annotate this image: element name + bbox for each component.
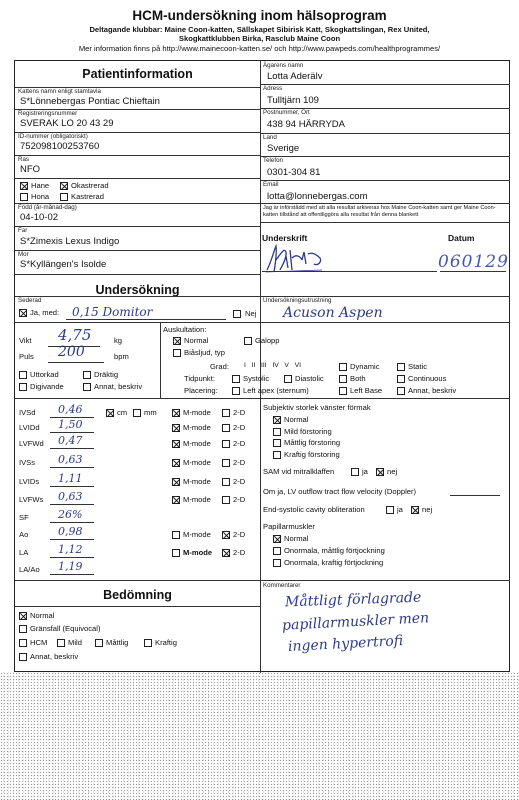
- date-label: Datum: [448, 233, 475, 243]
- twod-label: 2-D: [233, 439, 246, 448]
- papillary-label: Papillarmuskler: [263, 522, 315, 531]
- comment-line-1[interactable]: Måttligt förlagrade: [284, 589, 422, 611]
- measurement-label: LVFWd: [19, 439, 44, 448]
- pap-severe-checkbox[interactable]: [273, 559, 281, 567]
- mmode-checkbox[interactable]: [172, 531, 180, 539]
- static-checkbox[interactable]: [397, 363, 405, 371]
- measurement-value[interactable]: 1,11: [58, 472, 83, 485]
- pap-normal-checkbox[interactable]: [273, 535, 281, 543]
- measurement-underline: [50, 557, 94, 558]
- measurement-value[interactable]: 1,19: [58, 560, 83, 573]
- twod-checkbox[interactable]: [222, 496, 230, 504]
- sedation-yes-label: Ja, med:: [30, 308, 60, 317]
- unit-cm-label: cm: [117, 408, 128, 417]
- phone-label: Telefon: [263, 157, 283, 164]
- la-mild-checkbox[interactable]: [273, 428, 281, 436]
- pregnant-checkbox[interactable]: [83, 371, 91, 379]
- verdict-normal-label: Normal: [30, 611, 55, 620]
- obliteration-label: End-systolic cavity obliteration: [263, 505, 365, 514]
- measurement-label: LA/Ao: [19, 565, 40, 574]
- sex-male-checkbox[interactable]: [20, 182, 28, 190]
- info-line: Mer information finns på http://www.mainecoon-katten.se/ och http://www.pawpeds.com/healthprogrammes/: [78, 44, 441, 53]
- sedation-yes-checkbox[interactable]: [19, 309, 27, 317]
- sedation-label: Sederad: [18, 297, 42, 304]
- measurement-underline: [50, 574, 94, 575]
- twod-label: 2-D: [233, 495, 246, 504]
- mmode-label: M-mode: [183, 458, 211, 467]
- twod-checkbox[interactable]: [222, 459, 230, 467]
- owner-field[interactable]: Lotta Aderälv: [267, 71, 323, 82]
- unneutered-label: Okastrerad: [71, 181, 109, 190]
- measurement-value[interactable]: 0,63: [58, 490, 83, 503]
- weight-label: Vikt: [19, 336, 32, 345]
- twod-checkbox[interactable]: [222, 549, 230, 557]
- both-label: Both: [350, 374, 366, 383]
- grade-options[interactable]: I II III IV V VI: [244, 362, 302, 369]
- twod-label: 2-D: [233, 477, 246, 486]
- measurement-label: LVIDs: [19, 477, 40, 486]
- left-apex-label: Left apex (sternum): [243, 386, 309, 395]
- verdict-severe-label: Kraftig: [155, 638, 177, 647]
- breed-label: Ras: [18, 156, 30, 163]
- pap-severe-label: Onormala, kraftig förtjockning: [284, 558, 384, 567]
- murmur-checkbox[interactable]: [173, 349, 181, 357]
- mmode-checkbox[interactable]: [172, 478, 180, 486]
- unit-mm-checkbox[interactable]: [133, 409, 141, 417]
- breed-field[interactable]: NFO: [20, 164, 41, 175]
- mmode-label: M-mode: [183, 408, 211, 417]
- mmode-label: M-mode: [183, 495, 211, 504]
- comments-label: Kommentarer: [263, 582, 301, 589]
- sam-yes-label: ja: [362, 467, 368, 476]
- pap-moderate-label: Onormala, måttlig förtjockning: [284, 546, 385, 555]
- nursing-checkbox[interactable]: [19, 383, 27, 391]
- verdict-hcm-checkbox[interactable]: [19, 639, 27, 647]
- gallop-checkbox[interactable]: [244, 337, 252, 345]
- unneutered-checkbox[interactable]: [60, 182, 68, 190]
- measurement-label: LA: [19, 548, 29, 557]
- postal-label: Postnummer, Ort: [263, 109, 310, 116]
- systolic-label: Systolic: [243, 374, 270, 383]
- mmode-checkbox[interactable]: [172, 440, 180, 448]
- birth-label: Född (år-månad-dag): [18, 204, 77, 211]
- neutered-checkbox[interactable]: [60, 193, 68, 201]
- sam-label: SAM vid mitralklaffen: [263, 467, 335, 476]
- auscultation-label: Auskultation:: [163, 325, 207, 334]
- mmode-checkbox[interactable]: [172, 549, 180, 557]
- sam-yes-checkbox[interactable]: [351, 468, 359, 476]
- reg-label: Registreringsnummer: [18, 110, 78, 117]
- sex-female-label: Hona: [31, 192, 50, 201]
- cat-name-field[interactable]: S*Lönnebergas Pontiac Chieftain: [20, 96, 160, 107]
- date-value[interactable]: 060129: [438, 252, 509, 272]
- pulse-unit: bpm: [114, 352, 129, 361]
- obliteration-no-label: nej: [422, 505, 433, 514]
- mmode-label: M-mode: [183, 423, 211, 432]
- measurement-label: Ao: [19, 530, 29, 539]
- placement-other-checkbox[interactable]: [397, 387, 405, 395]
- diastolic-label: Diastolic: [295, 374, 324, 383]
- verdict-moderate-checkbox[interactable]: [95, 639, 103, 647]
- dynamic-checkbox[interactable]: [339, 363, 347, 371]
- country-label: Land: [263, 134, 277, 141]
- twod-checkbox[interactable]: [222, 409, 230, 417]
- comment-line-3[interactable]: ingen hypertrofi: [287, 632, 404, 656]
- measurement-underline: [50, 448, 94, 449]
- placement-other-label: Annat, beskriv: [408, 386, 457, 395]
- twod-label: 2-D: [233, 548, 246, 557]
- measurement-value[interactable]: 1,12: [58, 543, 83, 556]
- measurement-label: LVFWs: [19, 495, 44, 504]
- twod-checkbox[interactable]: [222, 440, 230, 448]
- mother-field[interactable]: S*Kyllängen's Isolde: [20, 259, 107, 270]
- phone-field[interactable]: 0301-304 81: [267, 167, 321, 178]
- sedation-no-checkbox[interactable]: [233, 310, 241, 318]
- verdict-other-checkbox[interactable]: [19, 653, 27, 661]
- cat-name-label: Kattens namn enligt stamtavla: [18, 88, 101, 95]
- measurement-underline: [50, 539, 94, 540]
- subjective-la-label: Subjektiv storlek vänster förmak: [263, 403, 371, 412]
- auscultation-normal-checkbox[interactable]: [173, 337, 181, 345]
- continuous-label: Continuous: [408, 374, 447, 383]
- unit-cm-checkbox[interactable]: [106, 409, 114, 417]
- grade-label: Grad:: [210, 362, 229, 371]
- consent-text: Jag är införstådd med att alla resultat arkiveras hos Maine Coon-katten samt ger Maine Coon-katten tillstånd att offentliggöra alla resultat från denna blankett: [263, 205, 496, 218]
- mmode-label: M-mode: [183, 548, 213, 557]
- form-title: HCM-undersökning inom hälsoprogram: [132, 8, 387, 23]
- address-field[interactable]: Tulltjärn 109: [267, 95, 319, 106]
- measurement-value[interactable]: 0,98: [58, 525, 83, 538]
- pap-normal-label: Normal: [284, 534, 309, 543]
- sam-no-label: nej: [387, 467, 398, 476]
- weight-unit: kg: [114, 336, 123, 345]
- la-moderate-checkbox[interactable]: [273, 439, 281, 447]
- nursing-label: Digivande: [30, 382, 64, 391]
- pap-moderate-checkbox[interactable]: [273, 547, 281, 555]
- diastolic-checkbox[interactable]: [284, 375, 292, 383]
- mmode-label: M-mode: [183, 477, 211, 486]
- verdict-other-label: Annat, beskriv: [30, 652, 79, 661]
- outflow-label: Om ja, LV outflow tract flow velocity (Doppler): [263, 487, 417, 496]
- verdict-mild-label: Mild: [68, 638, 82, 647]
- la-moderate-label: Måttlig förstoring: [284, 438, 341, 447]
- measurement-label: LVIDd: [19, 423, 40, 432]
- measurement-underline: [50, 486, 94, 487]
- patient-section-title: Patientinformation: [82, 67, 193, 81]
- twod-checkbox[interactable]: [222, 478, 230, 486]
- verdict-hcm-label: HCM: [30, 638, 48, 647]
- both-checkbox[interactable]: [339, 375, 347, 383]
- verdict-borderline-label: Gränsfall (Equivocal): [30, 624, 101, 633]
- email-field[interactable]: lotta@lonnebergas.com: [267, 191, 368, 202]
- exhausted-checkbox[interactable]: [19, 371, 27, 379]
- measurement-label: SF: [19, 513, 29, 522]
- murmur-label: Biåsljud, typ: [184, 348, 225, 357]
- equipment-value[interactable]: Acuson Aspen: [283, 305, 383, 321]
- twod-label: 2-D: [233, 408, 246, 417]
- pulse-value[interactable]: 200: [58, 344, 85, 360]
- auscultation-normal-label: Normal: [184, 336, 209, 345]
- la-severe-checkbox[interactable]: [273, 451, 281, 459]
- measurement-label: IVSs: [19, 458, 36, 467]
- mmode-checkbox[interactable]: [172, 409, 180, 417]
- la-severe-label: Kraftig förstoring: [284, 450, 340, 459]
- clubs-line-2: Skogkattklubben Birka, Rasclub Maine Coon: [178, 34, 341, 43]
- exam-section-title: Undersökning: [95, 283, 180, 297]
- email-label: Email: [263, 181, 279, 188]
- mmode-label: M-mode: [183, 439, 211, 448]
- sam-no-checkbox[interactable]: [376, 468, 384, 476]
- sex-female-checkbox[interactable]: [20, 193, 28, 201]
- mother-label: Mor: [18, 251, 29, 258]
- left-base-label: Left Base: [350, 386, 383, 395]
- measurement-value[interactable]: 0,63: [58, 453, 83, 466]
- mmode-label: M-mode: [183, 530, 211, 539]
- la-mild-label: Mild förstoring: [284, 427, 332, 436]
- measurement-value[interactable]: 26%: [58, 508, 83, 521]
- verdict-mild-checkbox[interactable]: [57, 639, 65, 647]
- verdict-moderate-label: Måttlig: [106, 638, 129, 647]
- verdict-normal-checkbox[interactable]: [19, 612, 27, 620]
- equipment-label: Undersökningsutrustning: [263, 297, 332, 304]
- mmode-checkbox[interactable]: [172, 424, 180, 432]
- measurement-underline: [50, 522, 94, 523]
- dynamic-label: Dynamic: [350, 362, 380, 371]
- left-base-checkbox[interactable]: [339, 387, 347, 395]
- verdict-severe-checkbox[interactable]: [144, 639, 152, 647]
- mmode-checkbox[interactable]: [172, 459, 180, 467]
- father-label: Far: [18, 227, 28, 234]
- signature-label: Underskrift: [262, 233, 308, 243]
- id-field[interactable]: 752098100253760: [20, 141, 100, 152]
- neutered-label: Kastrerad: [71, 192, 104, 201]
- measurement-label: IVSd: [19, 408, 36, 417]
- exhausted-label: Uttorkad: [30, 370, 59, 379]
- comment-line-2[interactable]: papillarmuskler men: [281, 610, 430, 634]
- birth-field[interactable]: 04-10-02: [20, 212, 59, 223]
- other-condition-checkbox[interactable]: [83, 383, 91, 391]
- twod-label: 2-D: [233, 530, 246, 539]
- id-label: ID-nummer (obligatoriskt): [18, 133, 88, 140]
- la-normal-label: Normal: [284, 415, 309, 424]
- continuous-checkbox[interactable]: [397, 375, 405, 383]
- sex-male-label: Hane: [31, 181, 50, 190]
- systolic-checkbox[interactable]: [232, 375, 240, 383]
- gallop-label: Galopp: [255, 336, 280, 345]
- static-label: Static: [408, 362, 427, 371]
- placement-label: Placering:: [184, 386, 218, 395]
- twod-checkbox[interactable]: [222, 531, 230, 539]
- postal-field[interactable]: 438 94 HÄRRYDA: [267, 119, 345, 130]
- measurement-underline: [50, 432, 94, 433]
- measurement-underline: [50, 467, 94, 468]
- la-normal-checkbox[interactable]: [273, 416, 281, 424]
- weight-value[interactable]: 4,75: [58, 326, 92, 344]
- mmode-checkbox[interactable]: [172, 496, 180, 504]
- clubs-line-1: Deltagande klubbar: Maine Coon-katten, Sällskapet Sibirisk Katt, Skogkattslingan, Rex United,: [89, 25, 430, 34]
- pregnant-label: Dräktig: [94, 370, 119, 379]
- measurement-value[interactable]: 0,47: [58, 434, 83, 447]
- scan-noise-area: [0, 672, 519, 800]
- sedation-no-label: Nej: [245, 309, 257, 318]
- sedation-drug[interactable]: 0,15 Domitor: [72, 305, 153, 319]
- timepoint-label: Tidpunkt:: [184, 374, 215, 383]
- unit-mm-label: mm: [144, 408, 157, 417]
- measurement-value[interactable]: 0,46: [58, 403, 83, 416]
- left-apex-checkbox[interactable]: [232, 387, 240, 395]
- twod-checkbox[interactable]: [222, 424, 230, 432]
- obliteration-yes-label: ja: [397, 505, 403, 514]
- obliteration-yes-checkbox[interactable]: [386, 506, 394, 514]
- other-condition-label: Annat, beskriv: [94, 382, 143, 391]
- measurement-underline: [50, 504, 94, 505]
- father-field[interactable]: S*Zimexis Lexus Indigo: [20, 236, 120, 247]
- owner-label: Ägarens namn: [263, 62, 304, 69]
- pulse-label: Puls: [19, 352, 34, 361]
- twod-label: 2-D: [233, 423, 246, 432]
- obliteration-no-checkbox[interactable]: [411, 506, 419, 514]
- country-field[interactable]: Sverige: [267, 143, 300, 154]
- verdict-section-title: Bedömning: [103, 588, 172, 602]
- twod-label: 2-D: [233, 458, 246, 467]
- verdict-borderline-checkbox[interactable]: [19, 625, 27, 633]
- reg-field[interactable]: SVERAK LO 20 43 29: [20, 118, 114, 129]
- measurement-value[interactable]: 1,50: [58, 418, 83, 431]
- address-label: Adress: [263, 85, 283, 92]
